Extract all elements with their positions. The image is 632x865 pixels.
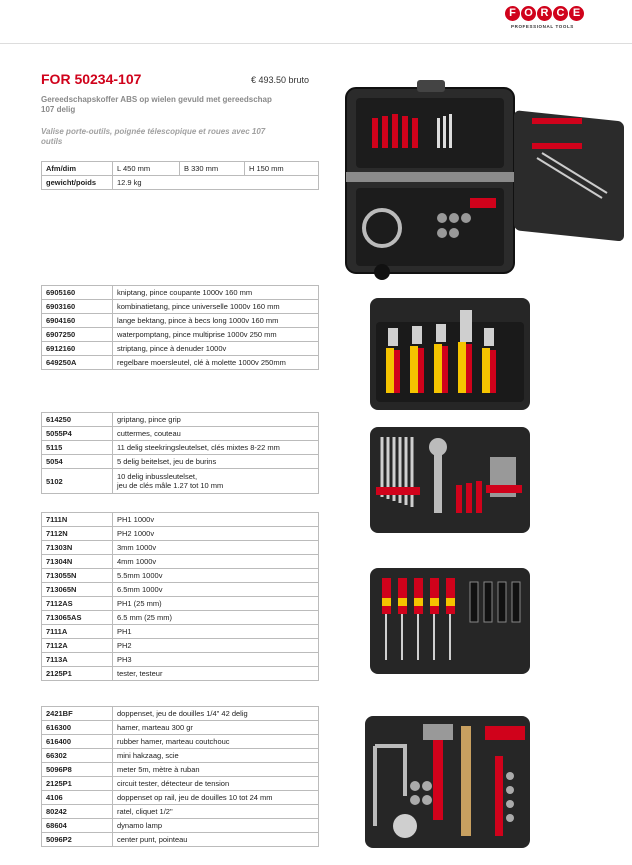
table-row — [42, 819, 319, 833]
item-code: 5055P4 — [42, 427, 113, 441]
item-desc: doppenset, jeu de douilles 1/4" 42 delig — [113, 707, 319, 721]
item-desc: tester, testeur — [113, 667, 319, 681]
item-desc: PH3 — [113, 653, 319, 667]
item-code: 6903160 — [42, 300, 113, 314]
table-row — [42, 300, 319, 314]
logo-letter: O — [521, 6, 536, 21]
logo-letter: C — [553, 6, 568, 21]
item-desc: cuttermes, couteau — [113, 427, 319, 441]
item-desc: 6.5mm 1000v — [113, 583, 319, 597]
socket-tray-image — [365, 716, 530, 848]
table-row — [42, 513, 319, 527]
product-code: FOR 50234-107 — [41, 71, 142, 87]
table-row — [42, 611, 319, 625]
logo-tagline: PROFESSIONAL TOOLS — [511, 24, 574, 29]
dims-length: L 450 mm — [113, 162, 180, 176]
item-desc: waterpomptang, pince multiprise 1000v 250 mm — [113, 328, 319, 342]
table-row — [42, 555, 319, 569]
item-code: 5054 — [42, 455, 113, 469]
table-row — [42, 569, 319, 583]
item-desc: PH2 — [113, 639, 319, 653]
table-row — [42, 583, 319, 597]
pliers-pouch-image — [370, 298, 530, 410]
item-code: 6904160 — [42, 314, 113, 328]
logo-letter: E — [569, 6, 584, 21]
item-code: 713055N — [42, 569, 113, 583]
item-code: 7113A — [42, 653, 113, 667]
table-row — [42, 427, 319, 441]
item-desc: meter 5m, mètre à ruban — [113, 763, 319, 777]
item-code: 614250 — [42, 413, 113, 427]
item-code: 7112AS — [42, 597, 113, 611]
item-desc: PH1 (25 mm) — [113, 597, 319, 611]
item-desc: kombinatietang, pince universelle 1000v 160 mm — [113, 300, 319, 314]
item-code: 649250A — [42, 356, 113, 370]
table-row — [42, 791, 319, 805]
item-desc: 4mm 1000v — [113, 555, 319, 569]
item-desc: striptang, pince à denuder 1000v — [113, 342, 319, 356]
table-row — [42, 763, 319, 777]
dims-label: Afm/dim — [42, 162, 113, 176]
table-row — [42, 667, 319, 681]
item-desc: 5 delig beitelset, jeu de burins — [113, 455, 319, 469]
item-code: 5096P8 — [42, 763, 113, 777]
item-desc: doppenset op rail, jeu de douilles 10 tot 24 mm — [113, 791, 319, 805]
weight-value: 12.9 kg — [113, 176, 319, 190]
item-code: 7111A — [42, 625, 113, 639]
item-code: 6907250 — [42, 328, 113, 342]
item-code: 2421BF — [42, 707, 113, 721]
item-desc-line2: jeu de clés mâle 1.27 tot 10 mm — [117, 481, 224, 490]
header-divider — [0, 43, 632, 44]
table-row — [42, 735, 319, 749]
item-desc: mini hakzaag, scie — [113, 749, 319, 763]
item-desc: 11 delig steekringsleutelset, clés mixtes 8-22 mm — [113, 441, 319, 455]
table-row — [42, 639, 319, 653]
table-row — [42, 541, 319, 555]
item-desc: circuit tester, détecteur de tension — [113, 777, 319, 791]
item-desc: hamer, marteau 300 gr — [113, 721, 319, 735]
item-code: 2125P1 — [42, 667, 113, 681]
item-code: 713065N — [42, 583, 113, 597]
table-row — [42, 413, 319, 427]
item-code: 5102 — [42, 469, 113, 494]
item-desc: PH2 1000v — [113, 527, 319, 541]
table-row — [42, 356, 319, 370]
product-price: € 493.50 bruto — [251, 75, 310, 85]
logo-letter: R — [537, 6, 552, 21]
item-code: 5096P2 — [42, 833, 113, 847]
item-desc: PH1 1000v — [113, 513, 319, 527]
item-code: 71303N — [42, 541, 113, 555]
item-desc: rubber hamer, marteau coutchouc — [113, 735, 319, 749]
item-code: 80242 — [42, 805, 113, 819]
table-row — [42, 286, 319, 300]
table-row — [42, 707, 319, 721]
item-desc: 6.5 mm (25 mm) — [113, 611, 319, 625]
weight-label: gewicht/poids — [42, 176, 113, 190]
item-desc: 3mm 1000v — [113, 541, 319, 555]
item-desc: kniptang, pince coupante 1000v 160 mm — [113, 286, 319, 300]
item-code: 6912160 — [42, 342, 113, 356]
item-code: 2125P1 — [42, 777, 113, 791]
item-desc: regelbare moersleutel, clé à molette 1000v 250mm — [113, 356, 319, 370]
item-desc: lange bektang, pince à becs long 1000v 160 mm — [113, 314, 319, 328]
item-code: 7112N — [42, 527, 113, 541]
item-desc-line1: 10 delig inbussleutelset, — [117, 472, 198, 481]
item-code: 7111N — [42, 513, 113, 527]
screwdriver-tray-image — [370, 568, 530, 674]
item-desc — [113, 469, 319, 494]
table-row — [42, 527, 319, 541]
table-row — [42, 777, 319, 791]
item-code: 5115 — [42, 441, 113, 455]
item-code: 713065AS — [42, 611, 113, 625]
table-row — [42, 314, 319, 328]
item-code: 4106 — [42, 791, 113, 805]
logo-letters — [505, 6, 585, 21]
product-description-nl: Gereedschapskoffer ABS op wielen gevuld met gereedschap 107 delig — [41, 95, 272, 114]
item-desc: center punt, pointeau — [113, 833, 319, 847]
item-code: 7112A — [42, 639, 113, 653]
table-row — [42, 749, 319, 763]
item-code: 6905160 — [42, 286, 113, 300]
table-row — [42, 469, 319, 494]
sockets-table — [41, 706, 319, 847]
wrench-tray-image — [370, 427, 530, 533]
item-desc: dynamo lamp — [113, 819, 319, 833]
table-row — [42, 597, 319, 611]
item-code: 71304N — [42, 555, 113, 569]
table-row — [42, 455, 319, 469]
product-description-fr: Valise porte-outils, poignée télescopique et roues avec 107 outils — [41, 127, 266, 146]
table-row — [42, 833, 319, 847]
dims-height: H 150 mm — [245, 162, 319, 176]
pliers-table — [41, 285, 319, 370]
table-row — [42, 721, 319, 735]
table-row — [42, 441, 319, 455]
brand-logo — [505, 5, 595, 39]
item-code: 68604 — [42, 819, 113, 833]
misc-tools-table — [41, 412, 319, 494]
table-row — [42, 625, 319, 639]
item-desc: griptang, pince grip — [113, 413, 319, 427]
item-desc: 5.5mm 1000v — [113, 569, 319, 583]
table-row — [42, 342, 319, 356]
table-row — [42, 805, 319, 819]
item-desc: PH1 — [113, 625, 319, 639]
item-code: 616300 — [42, 721, 113, 735]
toolcase-image — [342, 78, 632, 283]
dimensions-table — [41, 161, 319, 190]
table-row — [42, 653, 319, 667]
item-desc: ratel, cliquet 1/2" — [113, 805, 319, 819]
screwdrivers-table — [41, 512, 319, 681]
dims-width: B 330 mm — [180, 162, 245, 176]
logo-letter: F — [505, 6, 520, 21]
item-code: 66302 — [42, 749, 113, 763]
table-row — [42, 162, 319, 176]
table-row — [42, 176, 319, 190]
item-code: 616400 — [42, 735, 113, 749]
table-row — [42, 328, 319, 342]
